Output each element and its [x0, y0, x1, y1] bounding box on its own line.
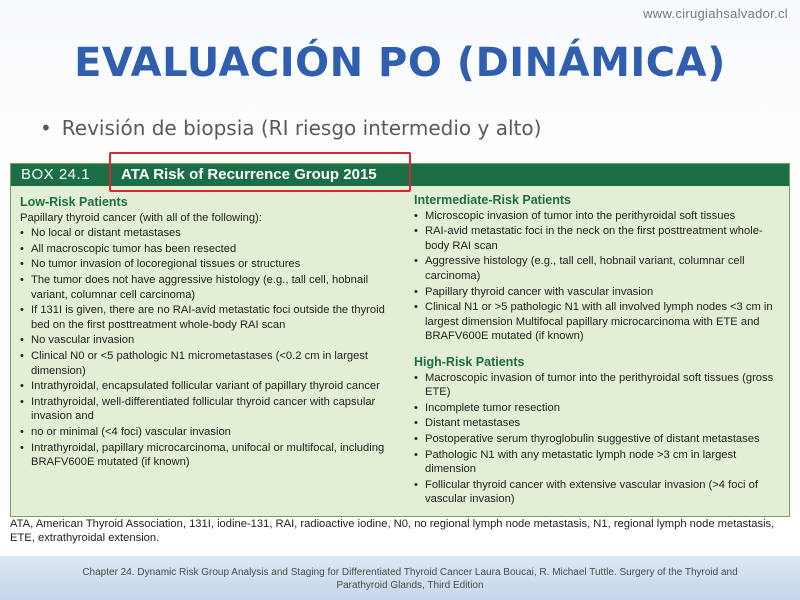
bullet-icon: • — [20, 349, 24, 362]
low-risk-section — [20, 195, 392, 471]
list-item-text: No vascular invasion — [31, 334, 135, 347]
list-item — [20, 425, 392, 440]
bullet-icon: • — [414, 301, 418, 314]
list-item — [20, 333, 392, 348]
bullet-icon: • — [20, 395, 24, 408]
list-item — [414, 209, 780, 224]
bullet-icon: • — [20, 441, 24, 454]
list-item — [20, 273, 392, 302]
list-item — [414, 448, 780, 477]
list-item — [414, 401, 780, 416]
list-item-text: No tumor invasion of locoregional tissues or structures — [31, 258, 301, 271]
high-risk-list — [414, 371, 780, 507]
footnote: ATA, American Thyroid Association, 131I, iodine-131, RAI, radioactive iodine, N0, no regional lymph node metastasis, N1, regional lymph node metastasis, ETE, extrathyroidal extension. — [10, 518, 775, 544]
list-item-text: Microscopic invasion of tumor into the perithyroidal soft tissues — [425, 209, 736, 222]
low-risk-intro: Papillary thyroid cancer (with all of the following): — [20, 211, 262, 224]
list-item — [414, 300, 780, 344]
list-item-text: RAI-avid metastatic foci in the neck on the first posttreatment whole-body RAI scan — [425, 225, 763, 252]
low-risk-heading: Low-Risk Patients — [20, 195, 128, 209]
list-item-text: Pathologic N1 with any metastatic lymph node >3 cm in largest dimension — [425, 448, 737, 476]
bullet-icon: • — [20, 273, 24, 286]
bullet-icon: • — [20, 227, 24, 240]
list-item-text: Postoperative serum thyroglobulin suggestive of distant metastases — [425, 432, 760, 445]
list-item-text: Intrathyroidal, papillary microcarcinoma, unifocal or multifocal, including BRAFV600E mutated (if known) — [31, 441, 385, 469]
list-item — [414, 478, 780, 507]
list-item-text: Distant metastases — [425, 417, 521, 430]
list-item-text: Clinical N1 or >5 pathologic N1 with all involved lymph nodes <3 cm in largest dimension Multifocal papillary microcarcinoma with ETE and BRAFV600E mutated (if known) — [425, 301, 773, 343]
box-title: ATA Risk of Recurrence Group 2015 — [121, 166, 377, 183]
list-item — [414, 416, 780, 431]
bullet-icon: • — [414, 285, 418, 298]
list-item-text: All macroscopic tumor has been resected — [31, 242, 237, 255]
list-item-text: The tumor does not have aggressive histology (e.g., tall cell, hobnail variant, columnar cell carcinoma) — [31, 273, 369, 301]
list-item-text: Clinical N0 or <5 pathologic N1 micrometastases (<0.2 cm in largest dimension) — [31, 349, 369, 377]
list-item — [414, 224, 780, 253]
list-item — [20, 257, 392, 272]
list-item — [414, 254, 780, 283]
bullet-icon: • — [414, 478, 418, 491]
bullet-icon: • — [414, 255, 418, 268]
bullet-icon: • — [20, 304, 24, 317]
list-item-text: No local or distant metastases — [31, 227, 181, 240]
intermediate-risk-heading: Intermediate-Risk Patients — [414, 193, 571, 207]
low-risk-list — [20, 226, 392, 470]
intermediate-risk-list — [414, 209, 780, 344]
slide-title: EVALUACIÓN PO (DINÁMICA) — [74, 40, 726, 86]
bullet-icon: • — [20, 425, 24, 438]
citation: Chapter 24. Dynamic Risk Group Analysis and Staging for Differentiated Thyroid Cancer Laura Boucai, R. Michael Tuttle. Surgery of the Thyroid and Parathyroid Glands, Third Edition — [82, 567, 738, 591]
bullet-icon: • — [414, 209, 418, 222]
bullet-dot-icon: • — [40, 116, 52, 140]
list-item — [414, 371, 780, 400]
bullet-icon: • — [20, 258, 24, 271]
bullet-icon: • — [414, 225, 418, 238]
bullet-icon: • — [20, 380, 24, 393]
list-item-text: Aggressive histology (e.g., tall cell, hobnail variant, columnar cell carcinoma) — [425, 255, 745, 282]
list-item — [20, 395, 392, 424]
website-url: www.cirugiahsalvador.cl — [643, 6, 788, 21]
list-item-text: Follicular thyroid cancer with extensive vascular invasion (>4 foci of vascular invasion) — [425, 478, 758, 506]
bullet-icon: • — [414, 401, 418, 414]
list-item — [20, 226, 392, 241]
section-gap — [414, 345, 780, 355]
list-item-text: If 131I is given, there are no RAI-avid metastatic foci outside the thyroid bed on the first posttreatment whole-body RAI scan — [31, 304, 385, 331]
right-column — [414, 193, 780, 508]
list-item-text: Intrathyroidal, well-differentiated follicular thyroid cancer with capsular invasion and — [31, 395, 376, 423]
list-item-text: Intrathyroidal, encapsulated follicular variant of papillary thyroid cancer — [31, 380, 380, 393]
list-item-text: Macroscopic invasion of tumor into the perithyroidal soft tissues (gross ETE) — [425, 371, 774, 399]
list-item — [414, 432, 780, 447]
high-risk-heading: High-Risk Patients — [414, 354, 525, 369]
bullet-icon: • — [414, 432, 418, 445]
bullet-icon: • — [414, 371, 418, 384]
box-number: BOX 24.1 — [21, 166, 91, 183]
bullet-text: Revisión de biopsia (RI riesgo intermedio y alto) — [61, 116, 542, 140]
list-item — [20, 349, 392, 378]
list-item-text: Papillary thyroid cancer with vascular invasion — [425, 285, 654, 298]
bullet-icon: • — [20, 242, 24, 255]
list-item-text: Incomplete tumor resection — [425, 401, 560, 414]
highlight-frame — [109, 152, 411, 192]
bullet-icon: • — [414, 448, 418, 461]
list-item — [414, 285, 780, 300]
list-item — [20, 303, 392, 332]
slide-bullet — [40, 116, 541, 140]
list-item — [20, 242, 392, 257]
list-item-text: no or minimal (<4 foci) vascular invasion — [31, 425, 231, 438]
list-item — [20, 441, 392, 470]
bullet-icon: • — [414, 417, 418, 430]
bullet-icon: • — [20, 334, 24, 347]
list-item — [20, 379, 392, 394]
